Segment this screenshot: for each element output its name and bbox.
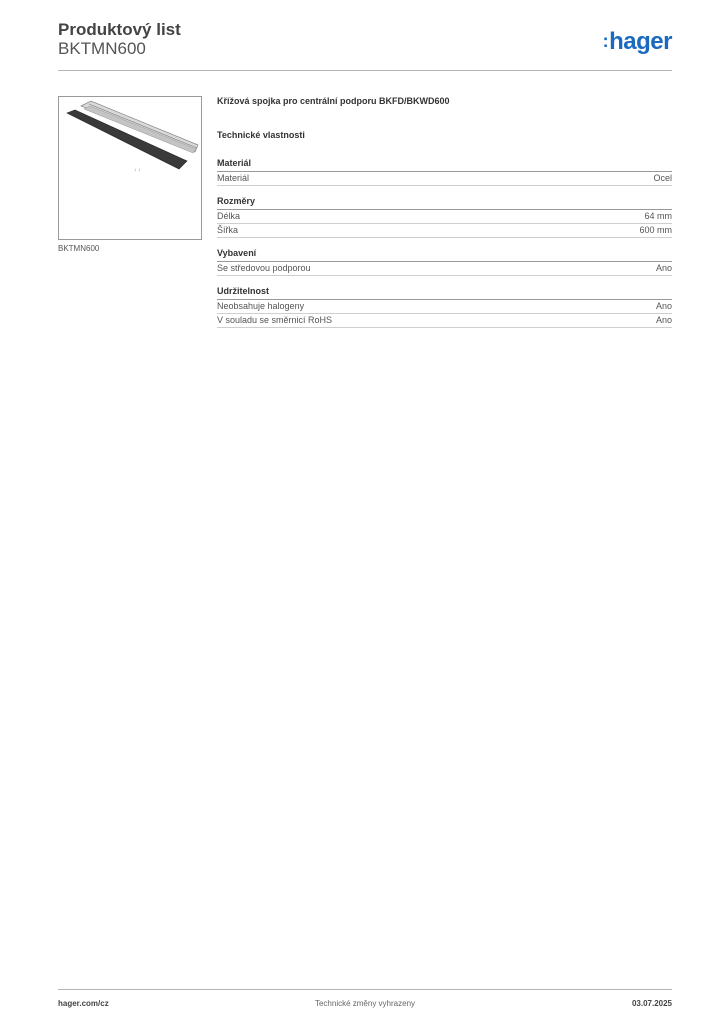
logo-dots-icon: : [602,31,609,51]
footer-website-link[interactable]: hager.com/cz [58,999,109,1008]
image-caption: BKTMN600 [58,244,100,253]
page-title: Produktový list [58,20,181,39]
row-label: Šířka [217,225,239,235]
footer-note: Technické změny vyhrazeny [314,999,416,1008]
table-row [217,300,672,314]
page-header [58,20,672,71]
footer-date: 03.07.2025 [631,999,672,1008]
row-value: Ano [655,263,672,273]
row-value: 600 mm [639,225,672,235]
row-label: Materiál [217,173,250,183]
product-illustration [59,97,201,239]
section-title: Udržitelnost [217,286,672,300]
section-title: Rozměry [217,196,672,210]
table-row [217,314,672,328]
table-row [217,224,672,238]
product-image [58,96,202,240]
row-value: Ano [655,301,672,311]
product-code: BKTMN600 [58,39,146,58]
page-footer [58,989,672,1014]
row-label: Neobsahuje halogeny [217,301,305,311]
row-value: 64 mm [644,211,672,221]
row-value: Ano [655,315,672,325]
section-title: Materiál [217,158,672,172]
product-details [217,96,672,328]
section-title: Vybavení [217,248,672,262]
row-label: V souladu se směrnicí RoHS [217,315,333,325]
section-equipment [217,248,672,276]
section-dimensions [217,196,672,238]
row-label: Se středovou podporou [217,263,311,273]
row-label: Délka [217,211,241,221]
hager-logo [603,28,672,56]
table-row [217,210,672,224]
table-row [217,262,672,276]
logo-text: hager [609,28,672,55]
row-value: Ocel [653,173,672,183]
section-material [217,158,672,186]
table-row [217,172,672,186]
svg-text:↓ ↓: ↓ ↓ [134,167,141,173]
section-sustainability [217,286,672,328]
technical-properties-title: Technické vlastnosti [217,130,305,140]
product-description: Křížová spojka pro centrální podporu BKFD/BKWD600 [217,96,450,106]
